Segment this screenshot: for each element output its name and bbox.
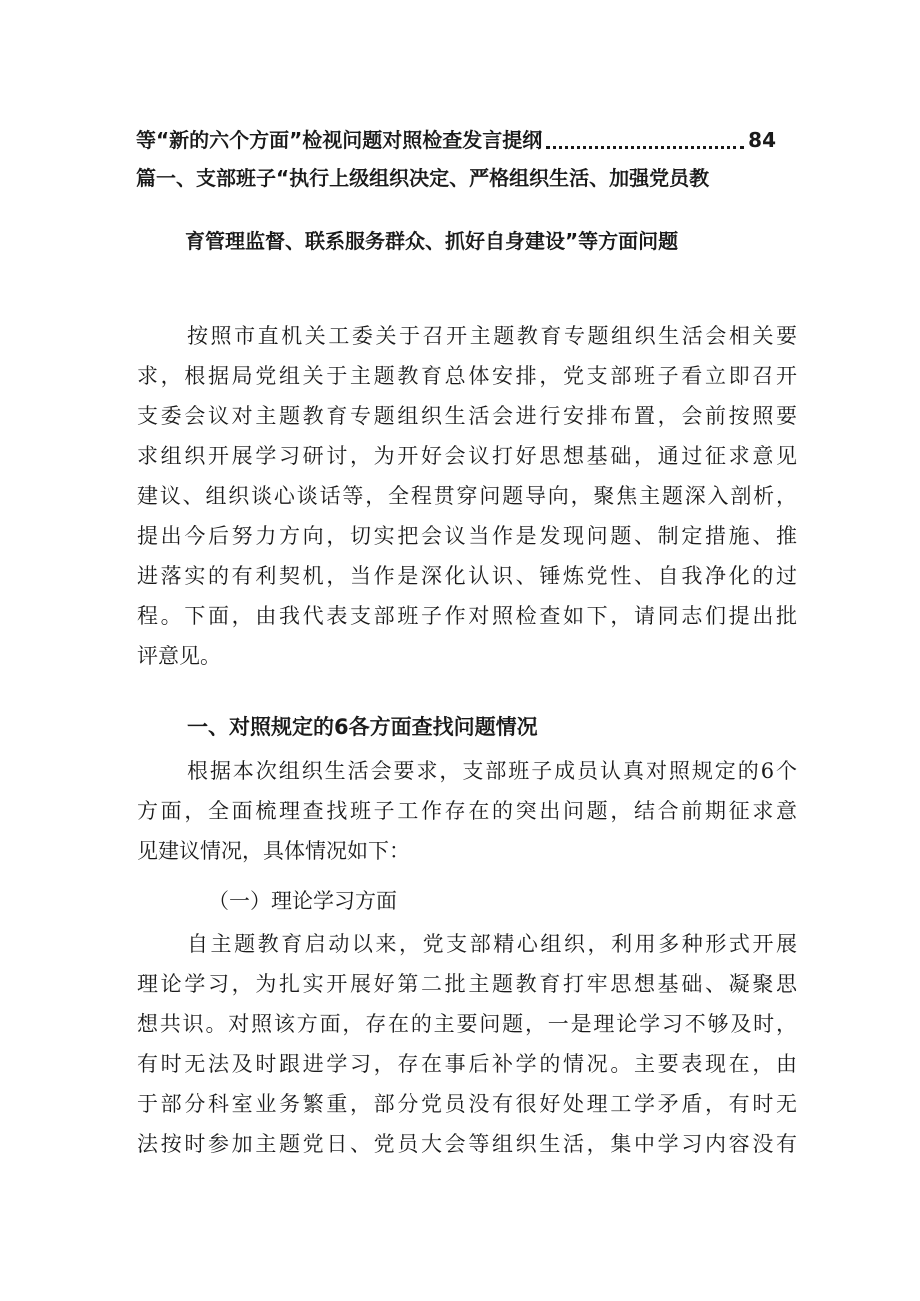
paragraph-line: 建议、组织谈心谈话等，全程贯穿问题导向，聚焦主题深入剖析， (137, 484, 797, 508)
paragraph-line: 自主题教育启动以来，党支部精心组织，利用多种形式开展 (187, 932, 797, 956)
paragraph-line: 于部分科室业务繁重，部分党员没有很好处理工学矛盾，有时无 (137, 1092, 797, 1116)
article-heading-line-1: 篇一、支部班子“执行上级组织决定、严格组织生活、加强党员教 (136, 166, 710, 190)
intro-paragraph (137, 316, 797, 676)
paragraph-line: 评意见。 (137, 644, 221, 668)
paragraph-line: 求，根据局党组关于主题教育总体安排，党支部班子看立即召开 (137, 364, 797, 388)
paragraph-line: 方面，全面梳理查找班子工作存在的突出问题，结合前期征求意 (137, 799, 797, 823)
paragraph-line: 有时无法及时跟进学习，存在事后补学的情况。主要表现在，由 (137, 1052, 797, 1076)
paragraph-line: 按照市直机关工委关于召开主题教育专题组织生活会相关要 (187, 324, 797, 348)
paragraph-line: 法按时参加主题党日、党员大会等组织生活，集中学习内容没有 (137, 1132, 797, 1156)
section-title: 一、对照规定的6各方面查找问题情况 (187, 715, 538, 739)
toc-leader-dots (546, 128, 744, 149)
paragraph-line: 支委会议对主题教育专题组织生活会进行安排布置，会前按照要 (137, 404, 797, 428)
paragraph-line: 理论学习，为扎实开展好第二批主题教育打牢思想基础、凝聚思 (137, 972, 797, 996)
article-heading-line-2: 育管理监督、联系服务群众、抓好自身建设”等方面问题 (185, 229, 679, 253)
paragraph-line: 见建议情况，具体情况如下： (137, 839, 410, 863)
paragraph-line: 想共识。对照该方面，存在的主要问题，一是理论学习不够及时， (137, 1012, 797, 1036)
toc-entry-page: 84 (748, 128, 776, 152)
paragraph-line: 求组织开展学习研讨，为开好会议打好思想基础，通过征求意见 (137, 444, 797, 468)
paragraph-line: 提出今后努力方向，切实把会议当作是发现问题、制定措施、推 (137, 524, 797, 548)
toc-entry[interactable] (136, 126, 776, 154)
paragraph-line: 根据本次组织生活会要求，支部班子成员认真对照规定的6个 (187, 759, 797, 783)
paragraph-line: 进落实的有利契机，当作是深化认识、锤炼党性、自我净化的过 (137, 564, 797, 588)
section-paragraph (137, 751, 797, 871)
toc-entry-title: 等“新的六个方面”检视问题对照检查发言提纲 (136, 128, 543, 152)
subsection-paragraph (137, 924, 797, 1164)
paragraph-line: 程。下面，由我代表支部班子作对照检查如下，请同志们提出批 (137, 604, 797, 628)
subsection-title: （一）理论学习方面 (208, 889, 397, 913)
